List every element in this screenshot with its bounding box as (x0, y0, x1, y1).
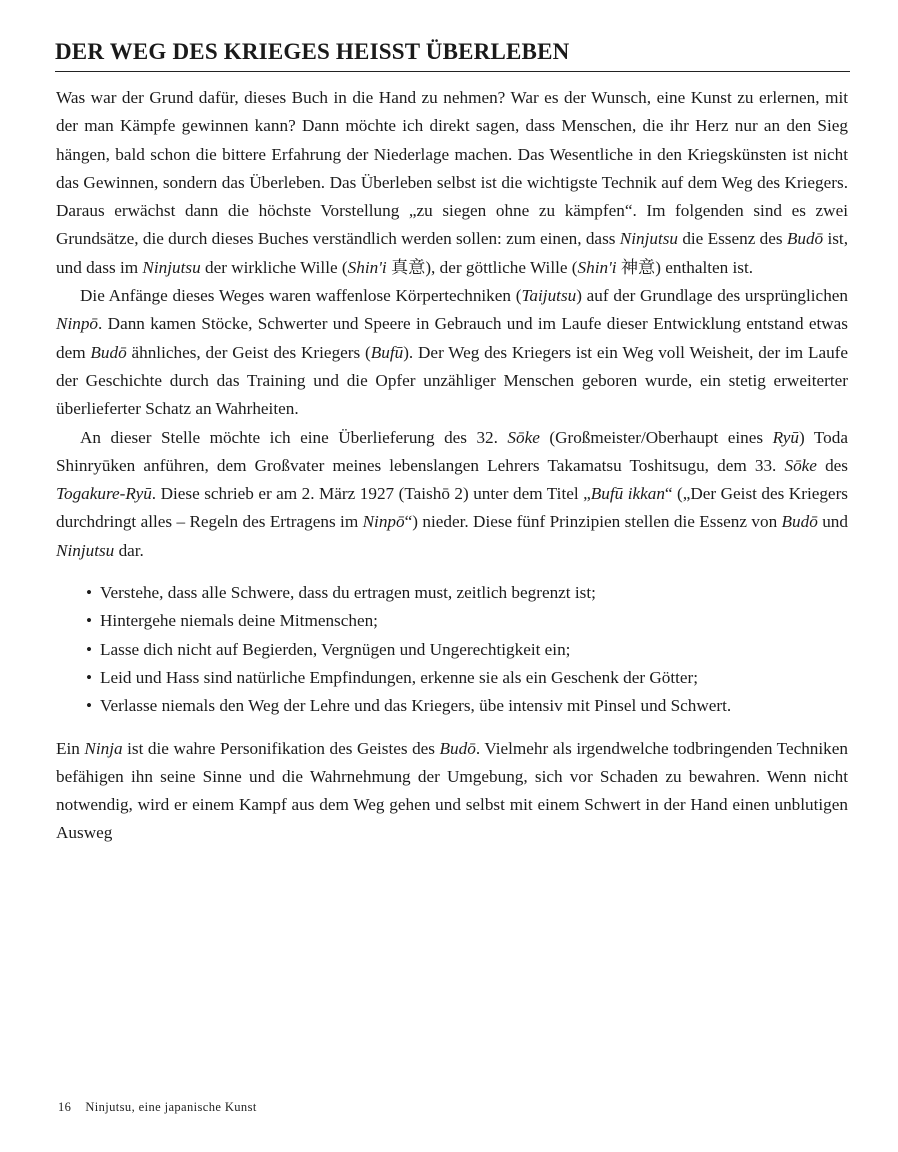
term-ninja: Ninja (84, 738, 123, 758)
paragraph-intro (56, 84, 848, 282)
term-soke: Sōke (784, 455, 817, 475)
term-budo: Budō (781, 512, 818, 532)
term-budo: Budō (439, 738, 476, 758)
text-run: Die Anfänge dieses Weges waren waffenlose Körpertechniken ( (80, 286, 522, 306)
list-item-text: Verstehe, dass alle Schwere, dass du ertragen must, zeitlich begrenzt ist; (100, 583, 596, 603)
list-item (86, 692, 848, 720)
list-item (86, 607, 848, 635)
text-run: An dieser Stelle möchte ich eine Überlieferung des 32. (80, 427, 508, 447)
text-run: ist, und dass im (56, 229, 848, 277)
principles-list (86, 579, 848, 720)
term-ninpo: Ninpō (56, 314, 99, 334)
term-ninjutsu: Ninjutsu (142, 257, 201, 277)
term-taijutsu: Taijutsu (521, 286, 577, 306)
text-run: dar. (114, 540, 144, 560)
text-run: ) auf der Grundlage des ursprünglichen (576, 286, 849, 306)
term-soke: Sōke (507, 427, 540, 447)
bullet-icon: • (86, 696, 93, 716)
list-item-text: Hintergehe niemals deine Mitmenschen; (100, 611, 378, 631)
text-run: 神意) enthalten ist. (616, 257, 754, 277)
text-run: ähnliches, der Geist des Kriegers ( (126, 342, 371, 362)
text-run: ). Der Weg des Kriegers ist ein Weg voll Weisheit, der im Laufe der Geschichte durch das Training und die Opfer unzähliger Menschen geboren wurde, ein stetig erweiterter überlieferter Schatz an Wahrheiten. (56, 342, 849, 419)
text-run: (Großmeister/Oberhaupt eines (539, 427, 773, 447)
term-shini: Shin'i (347, 257, 387, 277)
term-bufu: Bufū (370, 342, 404, 362)
bullet-icon: • (86, 639, 93, 659)
chapter-heading: DER WEG DES KRIEGES HEISST ÜBERLEBEN (55, 35, 850, 72)
text-run: . Vielmehr als irgendwelche todbringenden Techniken befähigen ihn seine Sinne und die Wahrnehmung der Umgebung, sich vor Schaden zu bewahren. Wenn nicht notwendig, wird er einem Kampf aus dem Weg gehen und selbst mit einem Schwert in der Hand einen unblutigen Ausweg (56, 738, 848, 843)
paragraph-origins (56, 282, 848, 423)
term-ninjutsu: Ninjutsu (619, 229, 679, 249)
page-number: 16 (58, 1100, 72, 1114)
text-run: die Essenz des (678, 229, 787, 249)
text-run: ) Toda Shinryūken anführen, dem Großvater meines lebenslangen Lehrers Takamatsu Toshitsugu, dem 33. (56, 427, 848, 475)
paragraph-tradition (56, 424, 848, 565)
body-text (56, 84, 848, 848)
text-run: und (817, 512, 848, 532)
text-run: Was war der Grund dafür, dieses Buch in die Hand zu nehmen? War es der Wunsch, eine Kunst zu erlernen, mit der man Kämpfe gewinnen kann? Dann möchte ich direkt sagen, dass Menschen, die ihr Herz nur an den Sieg hängen, bald schon die bittere Erfahrung der Niederlage machen. Das Wesentliche in den Kriegskünsten ist nicht das Gewinnen, sondern das Überleben. Das Überleben selbst ist die wichtigste Technik auf dem Weg des Kriegers. Daraus erwächst dann die höchste Vorstellung „zu siegen ohne zu kämpfen“. Im folgenden sind es zwei Grundsätze, die durch dieses Buches verständlich werden sollen: zum einen, dass (56, 88, 848, 249)
term-budo: Budō (90, 342, 127, 362)
term-ryu: Ryū (772, 427, 799, 447)
list-item-text: Lasse dich nicht auf Begierden, Vergnügen und Ungerechtigkeit ein; (100, 639, 571, 659)
text-run: der wirkliche Wille ( (200, 257, 348, 277)
term-ninjutsu: Ninjutsu (56, 540, 115, 560)
text-run: ist die wahre Personifikation des Geistes des (122, 738, 440, 758)
term-shini: Shin'i (577, 257, 617, 277)
text-run: des (816, 455, 848, 475)
text-run: Ein (56, 738, 85, 758)
bullet-icon: • (86, 611, 93, 631)
list-item (86, 664, 848, 692)
running-title: Ninjutsu, eine japanische Kunst (85, 1100, 257, 1114)
list-item-text: Leid und Hass sind natürliche Empfindungen, erkenne sie als ein Geschenk der Götter; (100, 667, 699, 687)
bullet-icon: • (86, 583, 93, 603)
paragraph-ninja (56, 735, 848, 848)
page-footer (58, 1100, 257, 1115)
term-budo: Budō (786, 229, 824, 249)
text-run: . Diese schrieb er am 2. März 1927 (Taishō 2) unter dem Titel „ (151, 484, 591, 504)
text-run: 真意), der göttliche Wille ( (386, 257, 578, 277)
term-togakure-ryu: Togakure-Ryū (56, 484, 152, 504)
list-item (86, 579, 848, 607)
text-run: “ („Der Geist des Kriegers durchdringt alles – Regeln des Ertragens im (56, 484, 848, 532)
list-item-text: Verlasse niemals den Weg der Lehre und das Kriegers, übe intensiv mit Pinsel und Schwert. (100, 696, 732, 716)
list-item (86, 636, 848, 664)
bullet-icon: • (86, 667, 93, 687)
term-bufu-ikkan: Bufū ikkan (590, 484, 665, 504)
text-run: . Dann kamen Stöcke, Schwerter und Speere in Gebrauch und im Laufe dieser Entwicklung entstand etwas dem (56, 314, 848, 362)
term-ninpo: Ninpō (362, 512, 405, 532)
text-run: “) nieder. Diese fünf Prinzipien stellen die Essenz von (404, 512, 782, 532)
